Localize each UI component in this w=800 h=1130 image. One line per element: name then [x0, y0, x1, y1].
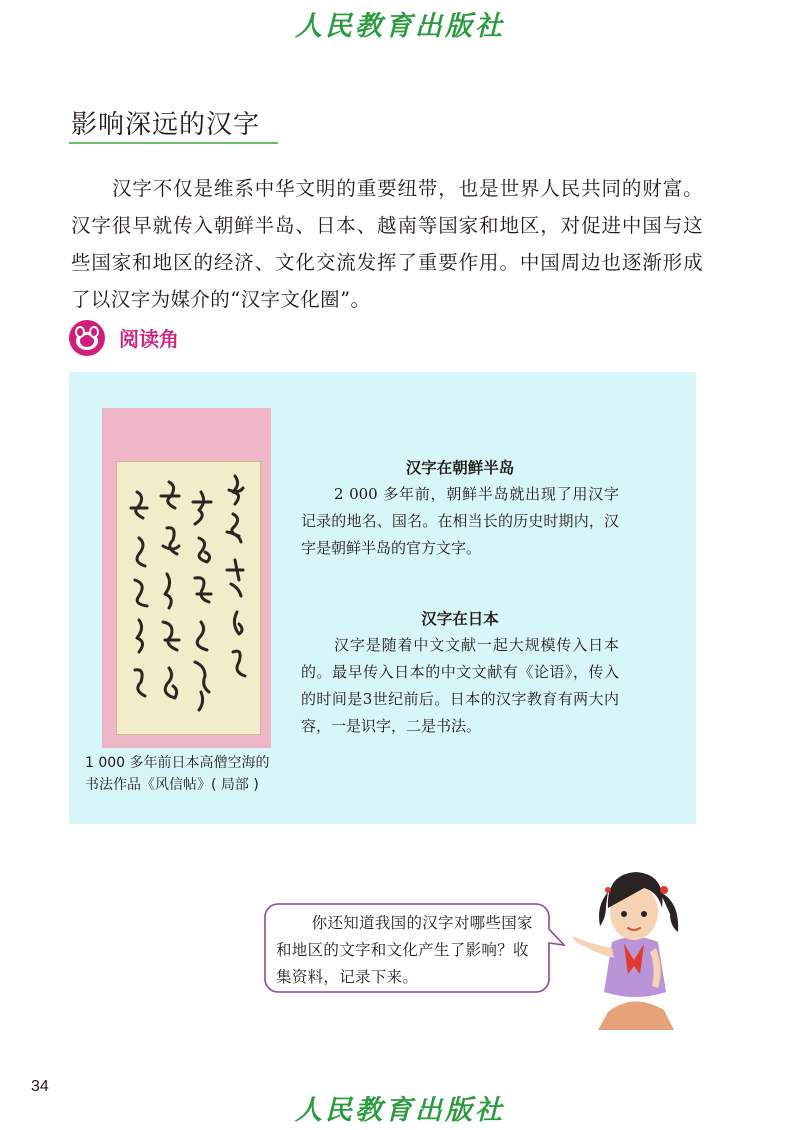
- reading-corner-box: [69, 372, 696, 824]
- caption-line-1: 1 000 多年前日本高僧空海的: [85, 755, 270, 771]
- japan-text: 汉字是随着中文文献一起大规模传入日本的。最早传入日本的中文文献有《论语》，传入的时间是3世纪前后。日本的汉字教育有两大内容，一是识字，二是书法。: [301, 636, 619, 735]
- image-caption: [85, 752, 295, 796]
- speech-bubble: [264, 903, 551, 993]
- title-underline: [69, 142, 278, 144]
- publisher-logo-bottom: 人民教育出版社: [295, 1095, 505, 1126]
- reading-corner-label: 阅读角: [119, 327, 179, 351]
- body-paragraph: 汉字不仅是维系中华文明的重要纽带，也是世界人民共同的财富。汉字很早就传入朝鲜半岛、日本、越南等国家和地区，对促进中国与这些国家和地区的经济、文化交流发挥了重要作用。中国周边也逐渐形成了以汉字为媒介的“汉字文化圈”。: [71, 177, 703, 311]
- reading-corner-icon: [68, 319, 106, 357]
- page-number: 34: [31, 1078, 49, 1095]
- calligraphy-paper: [116, 461, 261, 735]
- calligraphy-image: [102, 408, 271, 748]
- caption-line-2: 书法作品《风信帖》( 局部 ): [85, 777, 259, 793]
- publisher-logo-top: 人民教育出版社: [295, 11, 505, 42]
- girl-illustration: [568, 862, 698, 1030]
- speech-bubble-text: 你还知道我国的汉字对哪些国家和地区的文字和文化产生了影响？收集资料，记录下来。: [276, 914, 533, 986]
- korea-heading: 汉字在朝鲜半岛: [405, 459, 515, 477]
- korea-text: 2 000 多年前，朝鲜半岛就出现了用汉字记录的地名、国名。在相当长的历史时期内，汉字是朝鲜半岛的官方文字。: [301, 485, 619, 557]
- calligraphy-strokes: [117, 462, 260, 734]
- section-title: 影响深远的汉字: [71, 110, 261, 140]
- japan-heading: 汉字在日本: [421, 610, 499, 628]
